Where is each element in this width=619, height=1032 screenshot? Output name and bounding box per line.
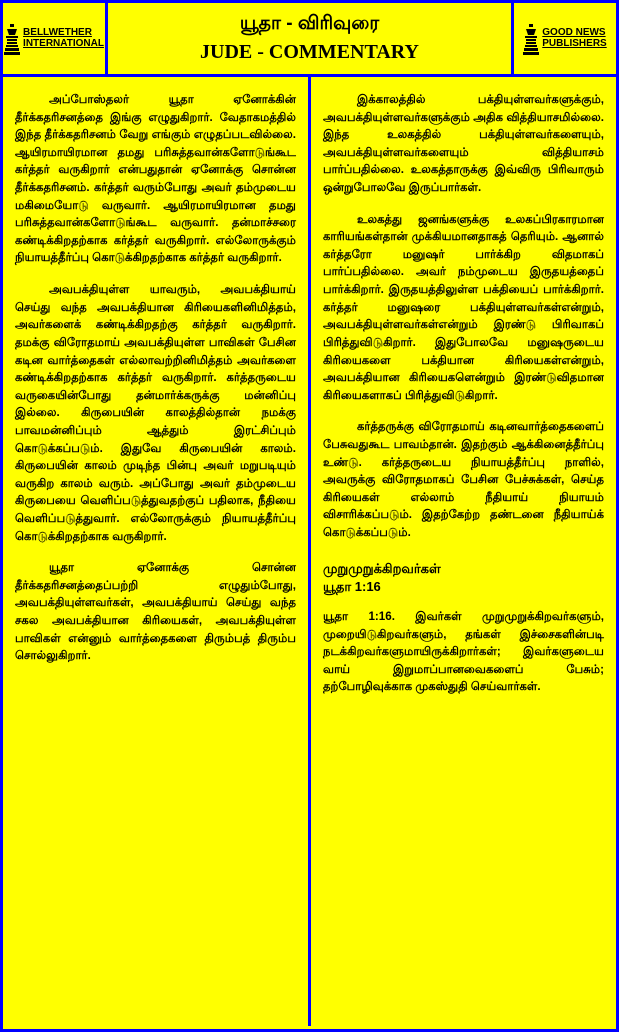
scripture-verse: யூதா 1:16. இவர்கள் முறுமுறுக்கிறவர்களும், முறையிடுகிறவர்களும், தங்கள் இச்சைகளின்படி நடக்கிறவர்களுமாயிருக்கிறார்கள்; இவர்களுடைய வாய் இறுமாப்பானவைகளைப் பேசும்; தற்போழிவுக்காக முகஸ்துதி செய்வார்கள்.: [323, 610, 604, 694]
section-heading: [323, 560, 604, 596]
paragraph: கர்த்தருக்கு விரோதமாய் கடினவார்த்தைகளைப் பேசுவதுகூட பாவம்தான். இதற்கும் ஆக்கினைத்தீர்ப்பு உண்டு. கர்த்தருடைய நியாயத்தீர்ப்பு நாளில், அவருக்கு விரோதமாகப் பேசின பேச்சுக்கள், செய்த கிரியைகள் எல்லாம் நீதியாய் நியாயம் விசாரிக்கப்படும். இதற்கேற்ற தண்டனை நீதியாய்க் கொடுக்கப்படும்.: [323, 420, 604, 540]
title-tamil: யூதா - விரிவுரை: [239, 13, 380, 34]
bellwether-international-logo: [3, 3, 108, 74]
paragraph: அவபக்தியுள்ள யாவரும், அவபக்தியாய் செய்து வந்த அவபக்தியான கிரியைகளினிமித்தம், அவர்களைக் கண்டிக்கிறதற்கு கர்த்தர் வருகிறார். தமக்கு விரோதமாய் அவபக்தியுள்ள பாவிகள் பேசின கடின வார்த்தைகள் எல்லாவற்றினிமித்தம் அவர்களை கண்டிக்கிறதற்காக கர்த்தர் வருகிறார். கர்த்தருடைய வருகையின்போது தன்மார்க்கருக்கு மன்னிப்பு இல்லை. கிருபையின் காலத்தில்தான் நமக்கு பாவமன்னிப்பும் ஆத்தும் இரட்சிப்பும் கொடுக்கப்படும். இதுவே கிருபையின் காலம். கிருபையின் காலம் முடிந்த பின்பு அவர் மறுபடியும் வருகிற காலம் வரும். அப்போது அவர் தம்முடைய கிருபையை வெளிப்படுத்துவதற்குப் பதிலாக, நீதியை வெளிப்படுத்துவார். எல்லோருக்கும் நியாயத்தீர்ப்பு கொடுக்கிறதற்காக வருகிறார்.: [15, 283, 296, 543]
logo-line-2: PUBLISHERS: [542, 37, 607, 49]
paragraph: யூதா ஏனோக்கு சொன்ன தீர்க்கதரிசனத்தைப்பற்றி எழுதும்போது, அவபக்தியுள்ளவர்கள், அவபக்தியாய் செய்து வந்த சகல அவபக்தியான கிரியைகள், அவபக்தியுள்ள பாவிகள் என்னும் வார்த்தைகளை திரும்பத் திரும்ப சொல்லுகிறார்.: [15, 561, 296, 663]
page-title: [108, 3, 511, 74]
logo-line-2: INTERNATIONAL: [23, 37, 104, 49]
paragraph: இக்காலத்தில் பக்தியுள்ளவர்களுக்கும், அவபக்தியுள்ளவர்களுக்கும் அதிக வித்தியாசமில்லை. இந்த உலகத்தில் பக்தியுள்ளவர்களையும், அவபக்தியுள்ளவர்களையும் வித்தியாசம் பார்ப்பதில்லை. உலகத்தாருக்கு இவ்விரு பிரிவாரும் ஒன்றுபோலவே இருப்பார்கள்.: [323, 93, 604, 195]
page-body: [3, 77, 616, 1026]
bell-tower-icon: [523, 22, 539, 56]
logo-line-1: BELLWETHER: [23, 27, 92, 38]
page-header: [3, 3, 616, 77]
right-column: [311, 77, 616, 1026]
left-column: [3, 77, 311, 1026]
bell-tower-icon: [4, 22, 20, 56]
good-news-publishers-logo: [511, 3, 616, 74]
section-heading-title: முறுமுறுக்கிறவர்கள்: [323, 560, 441, 576]
paragraph: அப்போஸ்தலர் யூதா ஏனோக்கின் தீர்க்கதரிசனத்தை இங்கு எழுதுகிறார். வேதாகமத்தில் இந்த தீர்க்கதரிசனம் வேறு எங்கும் எழுதப்படவில்லை. ஆயிரமாயிரமான தமது பரிசுத்தவான்களோடுங்கூட கர்த்தர் வருகிறார் என்பதுதான் ஏனோக்கு சொன்ன தீர்க்கதரிசனம். கர்த்தர் வரும்போது அவர் தம்முடைய மகிமையோடு வருவார். ஆயிரமாயிரமான தமது பரிசுத்தவான்களோடுங்கூட வருவார். தன்மாச்சரை கண்டிக்கிறதற்காக கர்த்தர் வருகிறார். எல்லோருக்கும் நியாயத்தீர்ப்பு கொடுக்கிறதற்காக கர்த்தர் வருகிறார்.: [15, 93, 296, 265]
paragraph: உலகத்து ஜனங்களுக்கு உலகப்பிரகாரமான காரியங்கள்தான் முக்கியமானதாகத் தெரியும். ஆனால் கர்த்தரோ மனுஷர் பார்க்கிற விதமாகப் பார்ப்பதில்லை. அவர் நம்முடைய இருதயத்தைப் பார்க்கிறார். இருதயத்திலுள்ள பக்தியைப் பார்க்கிறார். கர்த்தர் மனுஷரை பக்தியுள்ளவர்கள்என்றும், அவபக்தியுள்ளவர்கள்என்றும் இரண்டு பிரிவாகப் பிரித்துவிடுகிறார். இதுபோலவே மனுஷருடைய கிரியைகளை பக்தியான கிரியைகள்என்றும், அவபக்தியான கிரியைகளென்றும் இரண்டுவிதமான கிரியைகளாகப் பிரித்துவிடுகிறார்.: [323, 212, 604, 402]
section-heading-reference: யூதா 1:16: [323, 578, 381, 594]
logo-line-1: GOOD NEWS: [542, 27, 606, 38]
title-english: JUDE - COMMENTARY: [200, 41, 419, 63]
